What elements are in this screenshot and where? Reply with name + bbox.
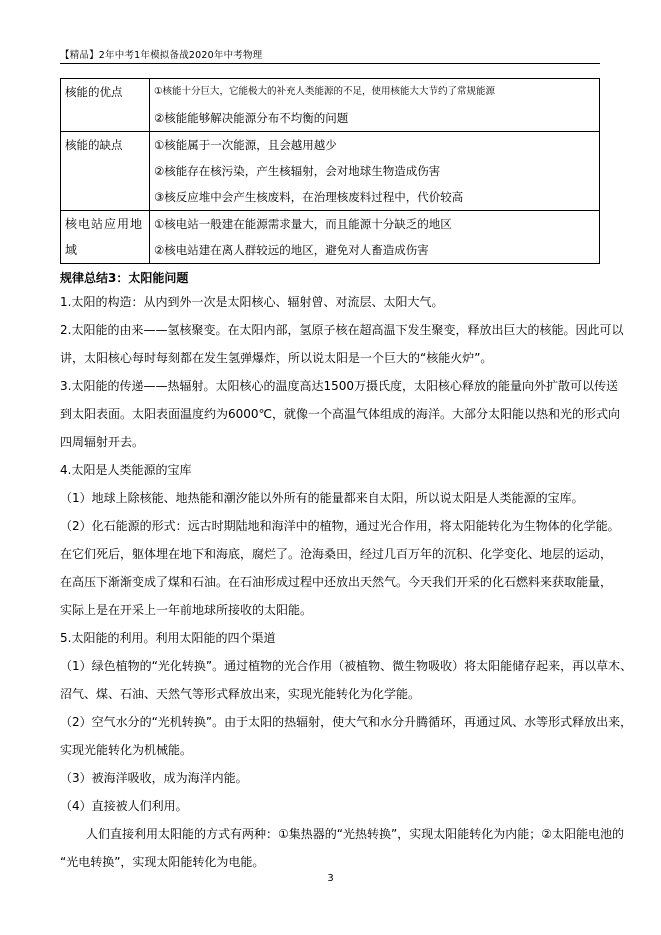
paragraph-line: 3.太阳能的传递——热辐射。太阳核心的温度高达1500万摄氏度，太阳核心释放的能量向外扩散可以传送 — [60, 379, 618, 393]
table-line: ①核能十分巨大，它能极大的补充人类能源的不足，使用核能大大节约了常规能源 — [154, 86, 496, 97]
paragraph-line: 1.太阳的构造：从内到外一次是太阳核心、辐射曾、对流层、太阳大气。 — [60, 295, 444, 309]
paragraph-line: 在高压下渐渐变成了煤和石油。在石油形成过程中还放出天然气。今天我们开采的化石燃料来获取能量， — [60, 575, 613, 589]
paragraph-line: （1）地球上除核能、地热能和潮汐能以外所有的能量都来自太阳，所以说太阳是人类能源的宝库。 — [60, 491, 584, 505]
table-key: 核电站应用地域 — [61, 211, 150, 264]
paragraph-line: “光电转换”，实现太阳能转化为电能。 — [60, 855, 265, 869]
paragraph-line: 讲，太阳核心每时每刻都在发生氢弹爆炸，所以说太阳是一个巨大的“核能火炉”。 — [60, 351, 493, 365]
paragraph-line: （1）绿色植物的“光化转换”。通过植物的光合作用（被植物、微生物吸收）将太阳能储存起来，再以草木、 — [60, 659, 633, 673]
paragraph-line: （2）化石能源的形式：远古时期陆地和海洋中的植物，通过光合作用，将太阳能转化为生物体的化学能。 — [60, 519, 620, 533]
paragraph-line: （3）被海洋吸收，成为海洋内能。 — [60, 771, 248, 785]
paragraph-line: （2）空气水分的“光机转换”。由于太阳的热辐射，使大气和水分升腾循环，再通过风、水等形式释放出来， — [60, 715, 633, 729]
paragraph-line: 四周辐射开去。 — [60, 435, 145, 449]
paragraph-line: 人们直接利用太阳能的方式有两种：①集热器的“光热转换”，实现太阳能转化为内能；②太阳能电池的 — [86, 827, 624, 841]
table-line: ①核电站一般建在能源需求量大，而且能源十分缺乏的地区 — [154, 217, 452, 231]
page-number: 3 — [327, 873, 334, 884]
table-line: ②核能存在核污染，产生核辐射，会对地球生物造成伤害 — [154, 164, 441, 178]
nuclear-energy-table — [60, 78, 600, 264]
paragraph-line: 5.太阳能的利用。利用太阳能的四个渠道 — [60, 631, 276, 645]
table-key: 核能的优点 — [61, 79, 150, 132]
table-value — [150, 79, 600, 132]
page-header: 【精品】2年中考1年模拟备战2020年中考物理 — [60, 50, 263, 61]
header-rule — [60, 63, 600, 64]
table-line: ②核能能够解决能源分布不均衡的问题 — [154, 111, 349, 125]
paragraph-line: 4.太阳是人类能源的宝库 — [60, 463, 192, 477]
main-content — [60, 268, 633, 876]
table-line: ①核能属于一次能源，且会越用越少 — [154, 138, 337, 152]
table-row — [61, 211, 600, 264]
paragraph-line: （4）直接被人们利用。 — [60, 799, 188, 813]
table-value — [150, 132, 600, 211]
table-row — [61, 132, 600, 211]
paragraph-line: 沼气、煤、石油、天然气等形式释放出来，实现光能转化为化学能。 — [60, 687, 421, 701]
section-title: 规律总结3：太阳能问题 — [60, 271, 189, 285]
table-line: ②核电站建在离人群较远的地区，避免对人畜造成伤害 — [154, 243, 429, 257]
table-value — [150, 211, 600, 264]
table-line: ③核反应堆中会产生核废料，在治理核废料过程中，代价较高 — [154, 190, 464, 204]
paragraph-line: 实现光能转化为机械能。 — [60, 743, 193, 757]
paragraph-line: 2.太阳能的由来——氢核聚变。在太阳内部，氢原子核在超高温下发生聚变，释放出巨大的核能。因此可以 — [60, 323, 624, 337]
table-key: 核能的缺点 — [61, 132, 150, 211]
paragraph-line: 到太阳表面。太阳表面温度约为6000℃，就像一个高温气体组成的海洋。大部分太阳能以热和光的形式向 — [60, 407, 621, 421]
paragraph-line: 实际上是在开采上一年前地球所接收的太阳能。 — [60, 603, 313, 617]
table-row — [61, 79, 600, 132]
paragraph-line: 在它们死后，躯体埋在地下和海底，腐烂了。沧海桑田，经过几百万年的沉积、化学变化、地层的运动， — [60, 547, 613, 561]
